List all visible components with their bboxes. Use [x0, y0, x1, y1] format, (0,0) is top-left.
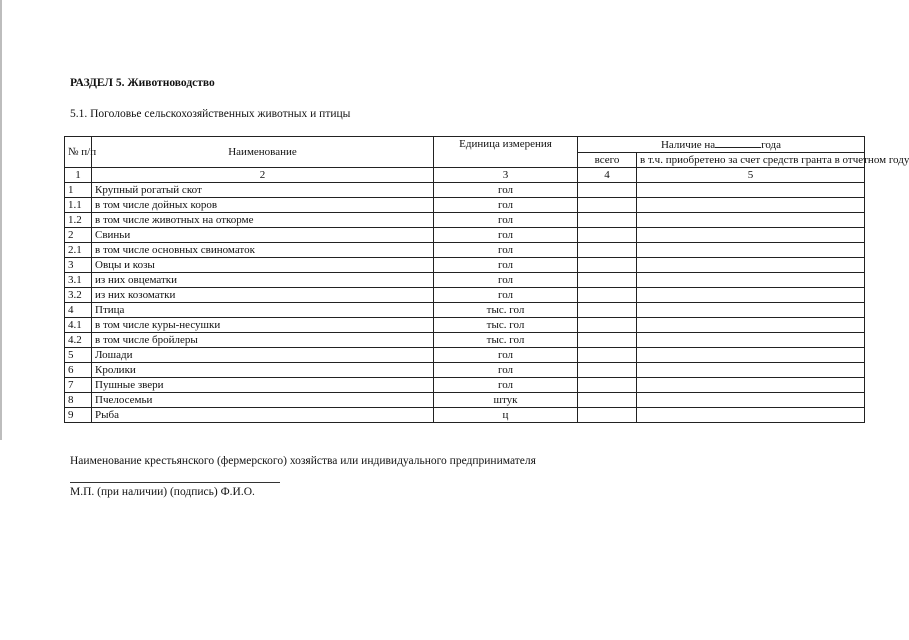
row-name: из них козоматки	[92, 288, 434, 303]
row-number: 4	[65, 303, 92, 318]
row-number: 2	[65, 228, 92, 243]
section-title: РАЗДЕЛ 5. Животноводство	[70, 77, 215, 89]
row-total-cell[interactable]	[578, 243, 637, 258]
row-unit: гол	[434, 228, 578, 243]
row-unit: тыс. гол	[434, 318, 578, 333]
row-name: Овцы и козы	[92, 258, 434, 273]
table-row	[65, 393, 865, 408]
row-grant-cell[interactable]	[637, 228, 865, 243]
row-total-cell[interactable]	[578, 183, 637, 198]
row-unit: гол	[434, 348, 578, 363]
row-name: в том числе бройлеры	[92, 333, 434, 348]
header-total: всего	[578, 153, 637, 168]
row-unit: гол	[434, 273, 578, 288]
row-number: 7	[65, 378, 92, 393]
table-row	[65, 198, 865, 213]
column-index-row	[65, 168, 865, 183]
column-index: 1	[65, 168, 92, 183]
row-grant-cell[interactable]	[637, 303, 865, 318]
row-grant-cell[interactable]	[637, 318, 865, 333]
header-name: Наименование	[92, 137, 434, 168]
header-number: № п/п	[65, 137, 92, 168]
row-unit: гол	[434, 288, 578, 303]
row-number: 1	[65, 183, 92, 198]
row-unit: гол	[434, 378, 578, 393]
row-grant-cell[interactable]	[637, 243, 865, 258]
row-name: Крупный рогатый скот	[92, 183, 434, 198]
table-row	[65, 363, 865, 378]
table-row	[65, 258, 865, 273]
row-number: 6	[65, 363, 92, 378]
row-unit: гол	[434, 258, 578, 273]
row-name: Кролики	[92, 363, 434, 378]
table-row	[65, 333, 865, 348]
signature-rule	[70, 482, 280, 483]
header-grant: в т.ч. приобретено за счет средств гранта в отчетном году	[637, 153, 865, 168]
row-unit: штук	[434, 393, 578, 408]
row-unit: гол	[434, 243, 578, 258]
row-total-cell[interactable]	[578, 408, 637, 423]
livestock-table	[64, 136, 909, 423]
row-name: Свиньи	[92, 228, 434, 243]
row-grant-cell[interactable]	[637, 348, 865, 363]
row-number: 9	[65, 408, 92, 423]
row-grant-cell[interactable]	[637, 258, 865, 273]
row-number: 3	[65, 258, 92, 273]
availability-prefix: Наличие на	[660, 139, 716, 151]
row-grant-cell[interactable]	[637, 183, 865, 198]
row-grant-cell[interactable]	[637, 288, 865, 303]
row-name: Птица	[92, 303, 434, 318]
row-grant-cell[interactable]	[637, 333, 865, 348]
row-total-cell[interactable]	[578, 273, 637, 288]
header-availability	[578, 137, 865, 153]
row-total-cell[interactable]	[578, 333, 637, 348]
row-grant-cell[interactable]	[637, 363, 865, 378]
table-row	[65, 288, 865, 303]
row-unit: ц	[434, 408, 578, 423]
table-row	[65, 408, 865, 423]
table-row	[65, 213, 865, 228]
row-number: 1.1	[65, 198, 92, 213]
row-name: в том числе животных на откорме	[92, 213, 434, 228]
row-name: Лошади	[92, 348, 434, 363]
column-index: 2	[92, 168, 434, 183]
row-total-cell[interactable]	[578, 213, 637, 228]
signature-caption: М.П. (при наличии) (подпись) Ф.И.О.	[70, 486, 255, 498]
row-total-cell[interactable]	[578, 228, 637, 243]
row-number: 1.2	[65, 213, 92, 228]
row-total-cell[interactable]	[578, 363, 637, 378]
date-blank-field[interactable]	[715, 137, 761, 148]
row-grant-cell[interactable]	[637, 273, 865, 288]
table-row	[65, 378, 865, 393]
row-name: в том числе основных свиноматок	[92, 243, 434, 258]
row-name: из них овцематки	[92, 273, 434, 288]
row-total-cell[interactable]	[578, 258, 637, 273]
table-row	[65, 273, 865, 288]
row-name: Рыба	[92, 408, 434, 423]
table-row	[65, 183, 865, 198]
availability-suffix: года	[761, 139, 782, 151]
row-grant-cell[interactable]	[637, 393, 865, 408]
row-total-cell[interactable]	[578, 393, 637, 408]
row-total-cell[interactable]	[578, 348, 637, 363]
row-total-cell[interactable]	[578, 303, 637, 318]
row-unit: гол	[434, 198, 578, 213]
row-grant-cell[interactable]	[637, 213, 865, 228]
table-row	[65, 348, 865, 363]
table-row	[65, 318, 865, 333]
row-unit: гол	[434, 183, 578, 198]
column-index: 4	[578, 168, 637, 183]
table-row	[65, 243, 865, 258]
row-number: 3.1	[65, 273, 92, 288]
page-edge-line	[0, 0, 2, 440]
row-total-cell[interactable]	[578, 198, 637, 213]
row-total-cell[interactable]	[578, 288, 637, 303]
row-name: Пушные звери	[92, 378, 434, 393]
row-number: 4.1	[65, 318, 92, 333]
row-unit: гол	[434, 363, 578, 378]
row-name: в том числе куры-несушки	[92, 318, 434, 333]
subsection-title: 5.1. Поголовье сельскохозяйственных животных и птицы	[70, 108, 351, 120]
table-row	[65, 228, 865, 243]
column-index: 5	[637, 168, 865, 183]
row-number: 5	[65, 348, 92, 363]
row-grant-cell[interactable]	[637, 378, 865, 393]
header-unit: Единица измерения	[434, 137, 578, 168]
row-name: в том числе дойных коров	[92, 198, 434, 213]
row-grant-cell[interactable]	[637, 198, 865, 213]
row-unit: гол	[434, 213, 578, 228]
table-row	[65, 303, 865, 318]
row-total-cell[interactable]	[578, 318, 637, 333]
row-unit: тыс. гол	[434, 303, 578, 318]
row-number: 3.2	[65, 288, 92, 303]
row-number: 4.2	[65, 333, 92, 348]
row-name: Пчелосемьи	[92, 393, 434, 408]
row-grant-cell[interactable]	[637, 408, 865, 423]
row-unit: тыс. гол	[434, 333, 578, 348]
row-number: 8	[65, 393, 92, 408]
farm-name-caption: Наименование крестьянского (фермерского) хозяйства или индивидуального предпринимателя	[70, 455, 536, 467]
row-number: 2.1	[65, 243, 92, 258]
column-index: 3	[434, 168, 578, 183]
row-total-cell[interactable]	[578, 378, 637, 393]
